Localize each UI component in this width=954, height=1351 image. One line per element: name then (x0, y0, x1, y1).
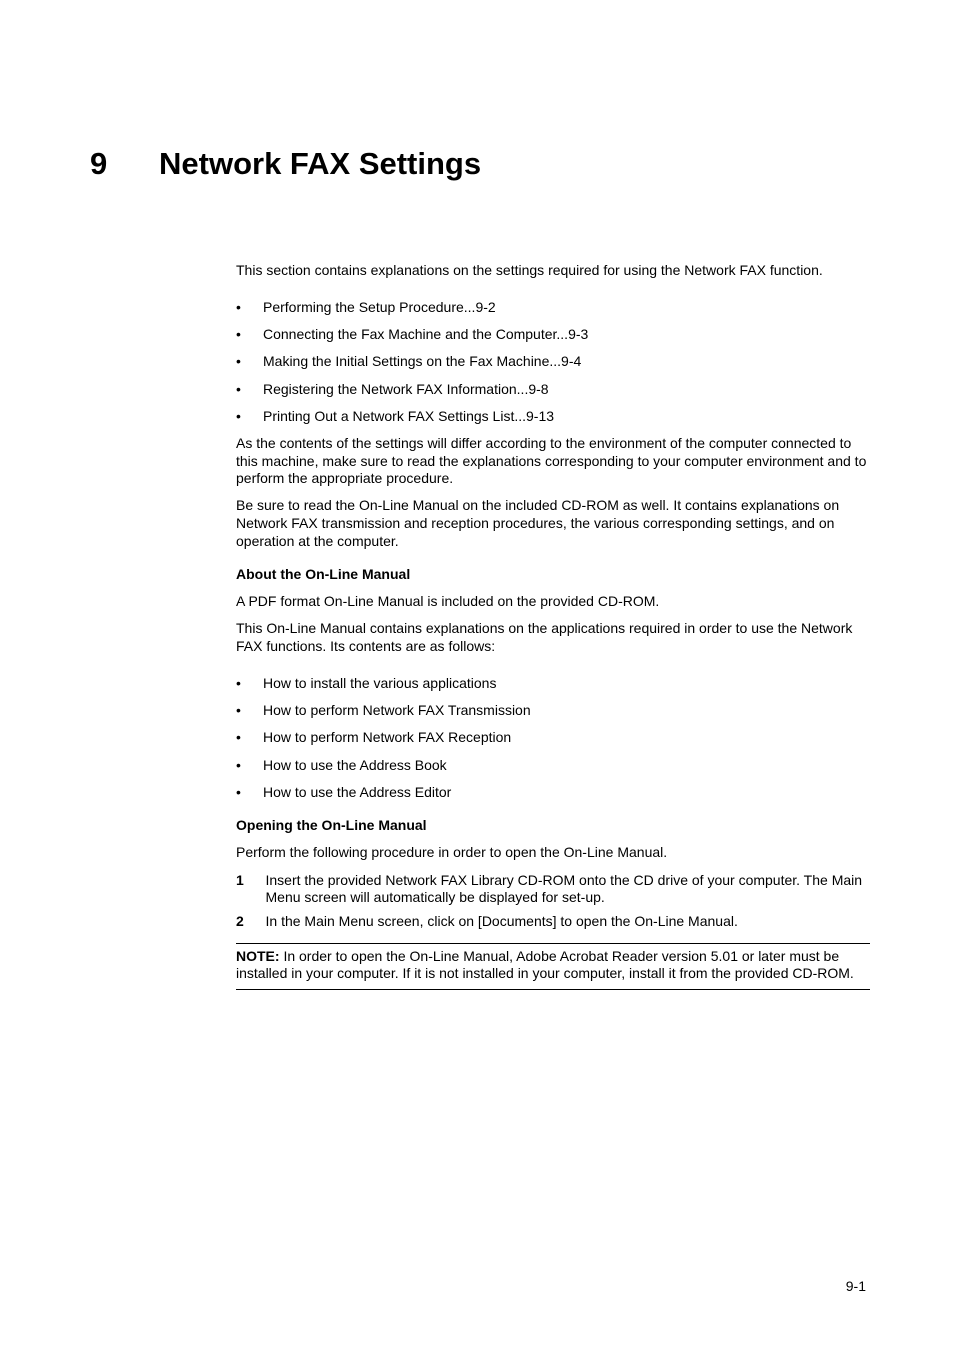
note-box (236, 943, 870, 990)
note-text: In order to open the On-Line Manual, Adobe Acrobat Reader version 5.01 or later must be installed in your computer. If it is not installed in your computer, install it from the provided CD-ROM. (236, 947, 854, 982)
toc-item-text: Registering the Network FAX Information...9-8 (263, 380, 549, 397)
toc-item-text: Connecting the Fax Machine and the Computer...9-3 (263, 326, 589, 343)
contents-item-text: How to install the various applications (263, 674, 497, 691)
step-number: 1 (236, 871, 244, 888)
contents-item-text: How to use the Address Editor (263, 783, 452, 800)
bullet-icon: • (236, 674, 241, 691)
bullet-icon: • (236, 729, 241, 746)
step-number: 2 (236, 913, 244, 930)
page-number: 9-1 (845, 1278, 866, 1294)
step-text: Insert the provided Network FAX Library CD-ROM onto the CD drive of your computer. The Main Menu screen will automatically be displayed for set-up. (265, 871, 863, 906)
contents-list (236, 675, 870, 801)
toc-item (236, 299, 870, 317)
contents-item-text: How to perform Network FAX Transmission (263, 702, 531, 719)
toc-item (236, 353, 870, 371)
bullet-icon: • (236, 380, 241, 397)
toc-item-text: Making the Initial Settings on the Fax Machine...9-4 (263, 353, 582, 370)
contents-item (236, 757, 870, 775)
step-item (236, 913, 870, 931)
intro-paragraph: This section contains explanations on the settings required for using the Network FAX function. (236, 262, 823, 278)
bullet-icon: • (236, 299, 241, 316)
bullet-icon: • (236, 702, 241, 719)
toc-item (236, 381, 870, 399)
about-heading: About the On-Line Manual (236, 566, 411, 583)
contents-item (236, 729, 870, 747)
chapter-title-text: Network FAX Settings (159, 146, 482, 181)
bullet-icon: • (236, 756, 241, 773)
opening-intro: Perform the following procedure in order to open the On-Line Manual. (236, 844, 668, 861)
toc-item (236, 326, 870, 344)
about-paragraph: A PDF format On-Line Manual is included on the provided CD-ROM. (236, 593, 660, 610)
bullet-icon: • (236, 326, 241, 343)
contents-item-text: How to perform Network FAX Reception (263, 729, 512, 746)
main-content (236, 262, 870, 990)
bullet-icon: • (236, 407, 241, 424)
step-item (236, 872, 870, 907)
chapter-title (90, 140, 481, 188)
online-manual-paragraph: Be sure to read the On-Line Manual on the included CD-ROM as well. It contains explanations on Network FAX transmission and reception procedures, the various corresponding settings, and on operation at the computer. (236, 497, 840, 549)
bullet-icon: • (236, 783, 241, 800)
note-label: NOTE: (236, 947, 280, 964)
bullet-icon: • (236, 353, 241, 370)
step-text: In the Main Menu screen, click on [Documents] to open the On-Line Manual. (265, 913, 738, 930)
contents-item-text: How to use the Address Book (263, 756, 447, 773)
toc-item-text: Printing Out a Network FAX Settings List...9-13 (263, 407, 555, 424)
about-contents-paragraph: This On-Line Manual contains explanations on the applications required in order to use the Network FAX functions. Its contents are as follows: (236, 620, 853, 654)
contents-item (236, 702, 870, 720)
chapter-number: 9 (90, 146, 108, 181)
steps-list (236, 872, 870, 931)
toc-list (236, 299, 870, 425)
contents-item (236, 784, 870, 802)
environment-paragraph: As the contents of the settings will differ according to the environment of the computer connected to this machine, make sure to read the explanations corresponding to your computer environment and to perform the appropriate procedure. (236, 435, 867, 487)
opening-heading: Opening the On-Line Manual (236, 817, 427, 834)
contents-item (236, 675, 870, 693)
toc-item (236, 408, 870, 426)
toc-item-text: Performing the Setup Procedure...9-2 (263, 299, 496, 316)
